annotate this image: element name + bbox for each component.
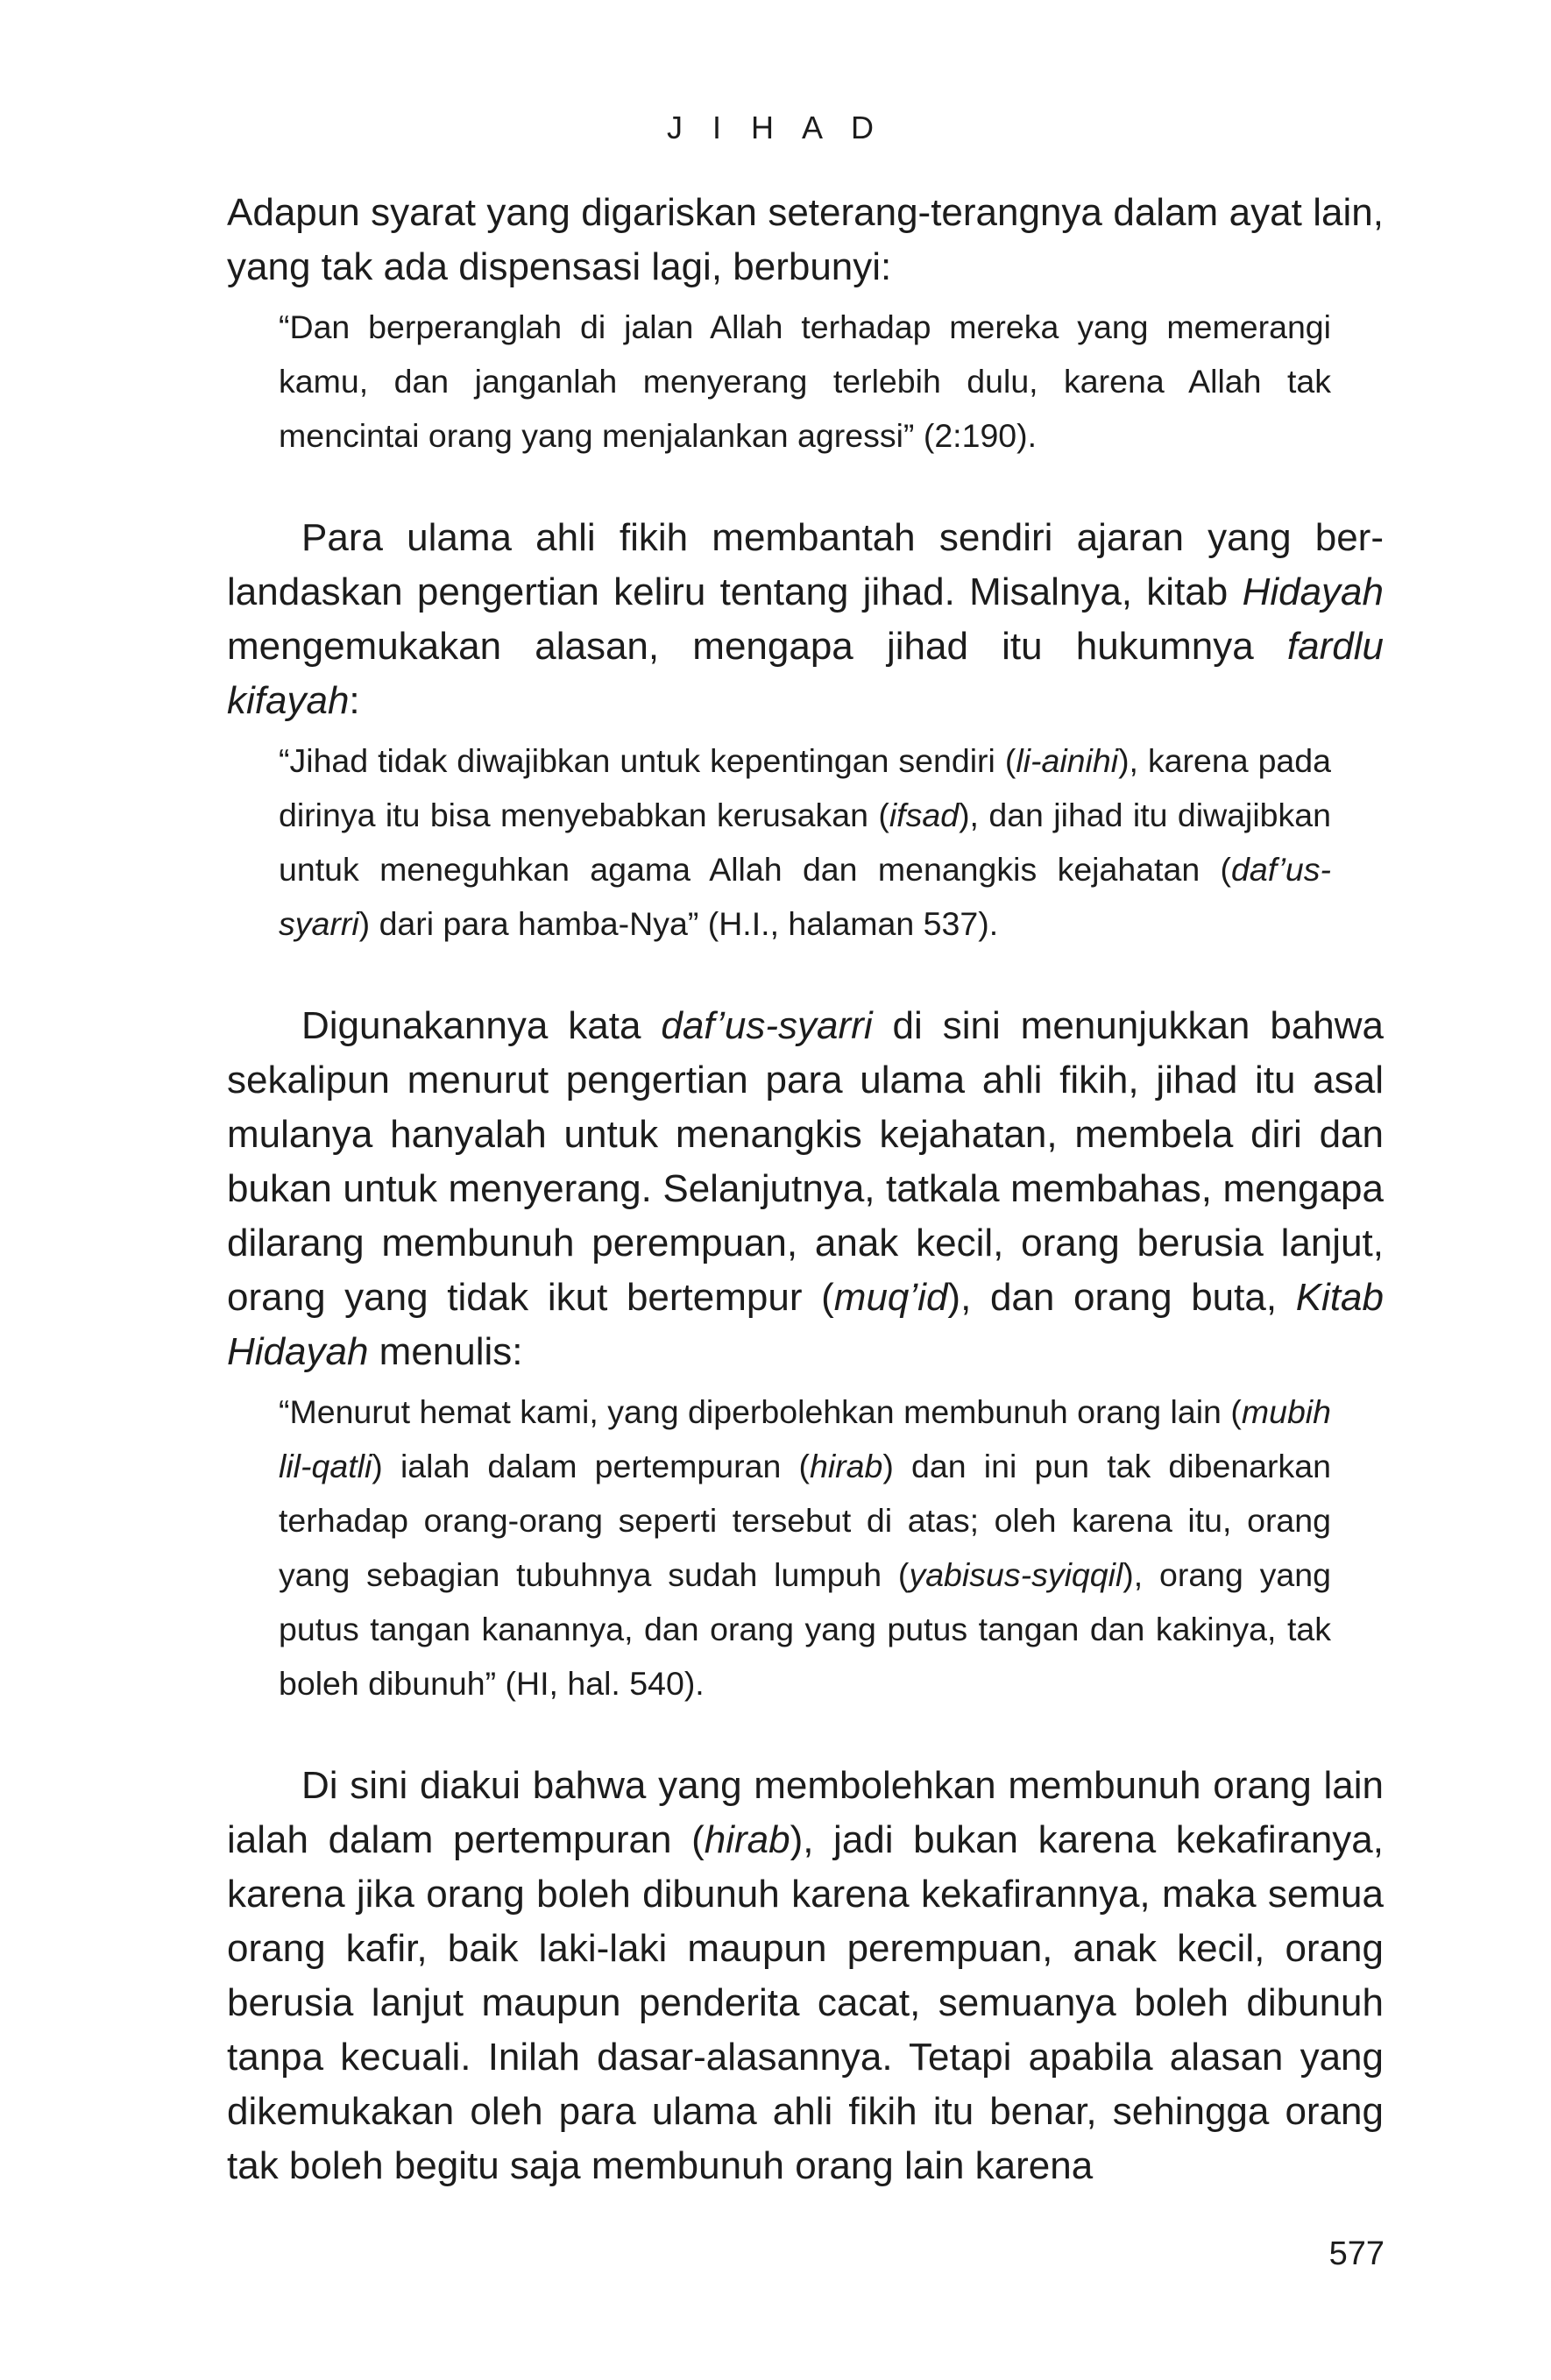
text-run: ) dari para hamba-Nya” (H.I., halaman 537). xyxy=(358,905,999,942)
text-run: ) dan ini pun tak dibenarkan terhadap orang-orang seperti tersebut di atas; oleh karena itu, orang yang sebagian tubuhnya sudah lumpuh ( xyxy=(279,1448,1331,1593)
text-run: mengemukakan alasan, mengapa jihad itu hukumnya xyxy=(227,625,1287,668)
running-head: J I H A D xyxy=(666,110,885,145)
page-number: 577 xyxy=(1328,2235,1385,2272)
italic-term: daf’us-syarri xyxy=(661,1004,873,1047)
italic-term: Kitab Hidayah xyxy=(227,1276,1384,1373)
block-quote-1: “Dan berperanglah di jalan Allah terhadap mereka yang memerangi kamu, dan janganlah menyerang terlebih dulu, karena Allah tak mencintai orang yang menjalankan agressi” (2:190). xyxy=(279,308,1331,454)
text-run: “Jihad tidak diwajibkan untuk kepentingan sendiri ( xyxy=(279,742,1016,779)
text-run: ), dan jihad itu diwajibkan untuk meneguhkan agama Allah dan menangkis kejahatan ( xyxy=(279,797,1331,888)
italic-term: hirab xyxy=(809,1448,883,1484)
italic-term: daf’us-syarri xyxy=(279,851,1331,942)
text-run: Di sini diakui bahwa yang membolehkan membunuh orang lain ialah dalam pertempuran ( xyxy=(227,1764,1384,1861)
spacer xyxy=(227,951,1384,999)
italic-term: Hidayah xyxy=(1242,570,1384,613)
body-paragraph-3 xyxy=(227,999,1384,1379)
spacer xyxy=(227,1711,1384,1759)
text-run: “Menurut hemat kami, yang diperbolehkan membunuh orang lain ( xyxy=(279,1393,1242,1430)
block-quote-2 xyxy=(279,733,1331,951)
spacer xyxy=(227,463,1384,511)
italic-term: fardlu kifayah xyxy=(227,625,1384,722)
text-run: menulis: xyxy=(368,1330,523,1373)
italic-term: muq’id xyxy=(833,1276,948,1319)
italic-term: li-ainihi xyxy=(1016,742,1119,779)
block-quote-3 xyxy=(279,1385,1331,1711)
page-body xyxy=(227,186,1384,2193)
text-run: ) ialah dalam pertempuran ( xyxy=(372,1448,810,1484)
text-run: ), jadi bukan karena kekafiranya, karena jika orang boleh dibunuh karena kekafirannya, maka semua orang kafir, baik laki-laki maupun perempuan, anak kecil, orang berusia lanjut maupun penderita cacat, semuanya boleh dibunuh tanpa kecuali. Inilah dasar-alasannya. Tetapi apabila alasan yang dikemukakan oleh para ulama ahli fikih itu benar, sehingga orang tak boleh begitu saja membunuh orang lain karena xyxy=(227,1818,1384,2187)
italic-term: mubih lil-qatli xyxy=(279,1393,1331,1484)
text-run: Para ulama ahli fikih membantah sendiri ajaran yang berlandaskan pengertian keliru tentang jihad. Misalnya, kitab xyxy=(227,516,1384,613)
italic-term: ifsad xyxy=(889,797,960,833)
italic-term: hirab xyxy=(704,1818,790,1861)
body-paragraph-2 xyxy=(227,511,1384,728)
body-paragraph-1: Adapun syarat yang digariskan seterang-terangnya dalam ayat lain, yang tak ada dispensasi lagi, berbunyi: xyxy=(227,191,1384,288)
text-run: ), karena pada dirinya itu bisa menyebabkan kerusakan ( xyxy=(279,742,1331,833)
text-run: ), orang yang putus tangan kanannya, dan orang yang putus tangan dan kakinya, tak boleh dibunuh” (HI, hal. 540). xyxy=(279,1556,1331,1702)
text-run: ), dan orang buta, xyxy=(947,1276,1296,1319)
italic-term: yabisus-syiqqil xyxy=(909,1556,1123,1593)
text-run: : xyxy=(349,679,360,722)
text-run: di sini menunjukkan bahwa sekalipun menurut pengertian para ulama ahli fikih, jihad itu asal mulanya hanyalah untuk menangkis kejahatan, membela diri dan bukan untuk menyerang. Selanjutnya, tatkala membahas, mengapa dilarang membunuh perempuan, anak kecil, orang berusia lanjut, orang yang tidak ikut bertempur ( xyxy=(227,1004,1384,1319)
body-paragraph-4 xyxy=(227,1759,1384,2193)
text-run: Digunakannya kata xyxy=(301,1004,662,1047)
